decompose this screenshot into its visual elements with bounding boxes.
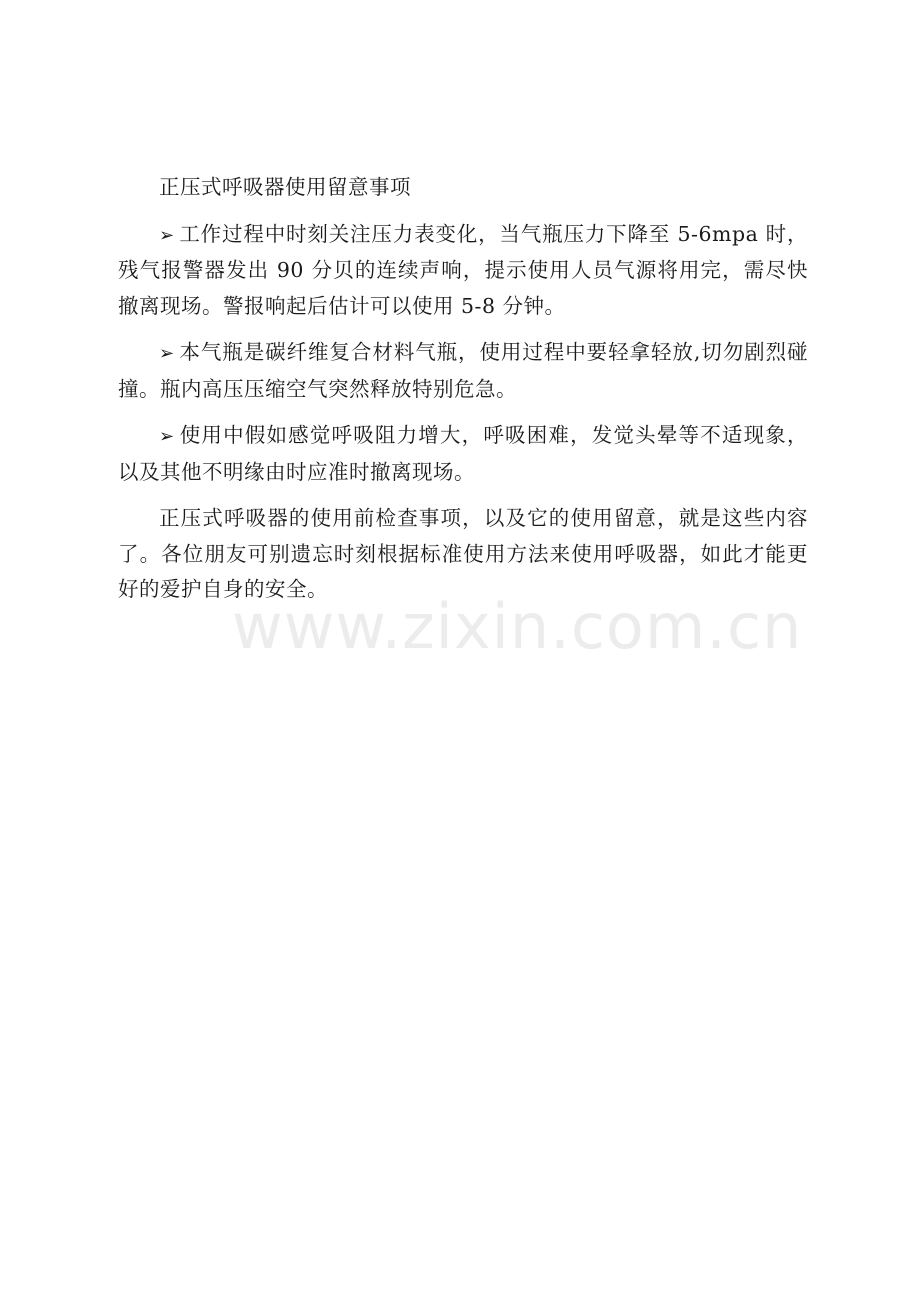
document-body <box>118 170 808 619</box>
bullet-paragraph-1 <box>118 217 808 325</box>
bullet-text-1: 工作过程中时刻关注压力表变化，当气瓶压力下降至 5-6mpa 时，残气报警器发出 90 分贝的连续声响，提示使用人员气源将用完，需尽快撤离现场。警报响起后估计可以使用 5-8 分钟。 <box>118 221 808 318</box>
arrow-bullet-icon: ➢ <box>159 426 175 447</box>
bullet-text-2: 本气瓶是碳纤维复合材料气瓶，使用过程中要轻拿轻放,切勿剧烈碰撞。瓶内高压压缩空气突然释放特别危急。 <box>118 340 808 401</box>
arrow-bullet-icon: ➢ <box>159 343 175 364</box>
bullet-text-3: 使用中假如感觉呼吸阻力增大，呼吸困难，发觉头晕等不适现象，以及其他不明缘由时应准时撤离现场。 <box>118 423 808 484</box>
bullet-paragraph-3 <box>118 418 808 490</box>
arrow-bullet-icon: ➢ <box>159 224 175 246</box>
closing-paragraph: 正压式呼吸器的使用前检查事项，以及它的使用留意，就是这些内容了。各位朋友可别遗忘时刻根据标准使用方法来使用呼吸器，如此才能更好的爱护自身的安全。 <box>118 506 808 601</box>
watermark: www.zixin.com.cn <box>232 590 803 663</box>
bullet-paragraph-2 <box>118 335 808 407</box>
section-title: 正压式呼吸器使用留意事项 <box>159 175 411 199</box>
